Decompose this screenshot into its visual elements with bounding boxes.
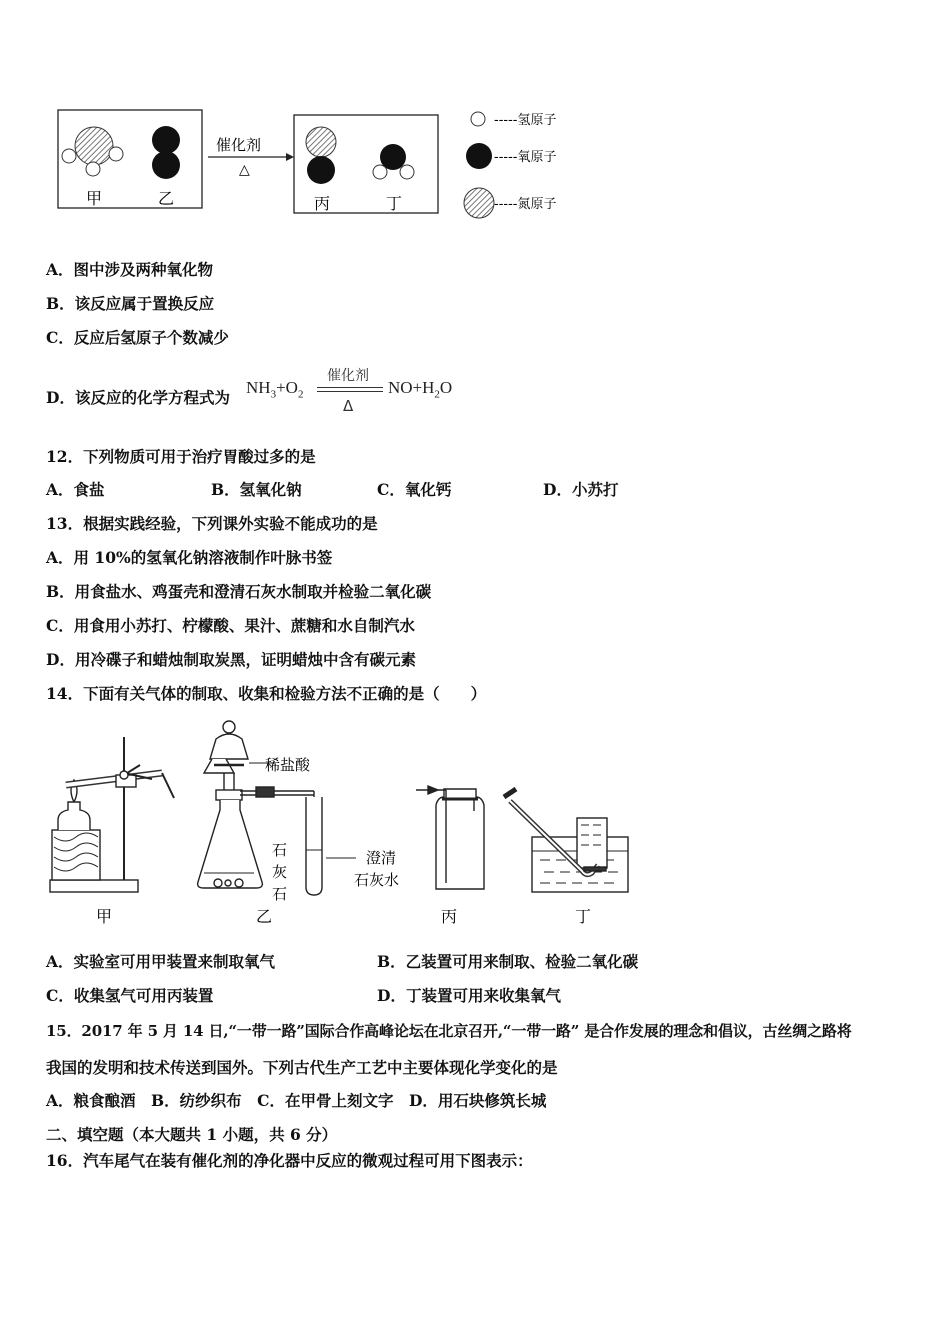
- oxygen-atom: [152, 126, 180, 154]
- eq-products: NO+H: [388, 378, 435, 397]
- fig-label-bing: 丙: [441, 907, 458, 926]
- q11-option-b: B．该反应属于置换反应: [46, 294, 215, 313]
- q14-option-a: A．实验室可用甲装置来制取氧气: [46, 952, 276, 971]
- label-limewater-2: 石灰水: [354, 871, 400, 889]
- q11-option-d: D．该反应的化学方程式为: [46, 388, 230, 407]
- q13-option-a: A．用 10%的氢氧化钠溶液制作叶脉书签: [46, 548, 333, 567]
- hydrogen-atom: [373, 165, 387, 179]
- apparatus-diagram: [44, 715, 644, 930]
- label-ding: 丁: [386, 194, 403, 213]
- q15-stem-line2: 我国的发明和技术传送到国外。下列古代生产工艺中主要体现化学变化的是: [46, 1058, 558, 1077]
- label-limestone-1: 石: [272, 841, 288, 859]
- legend-nitrogen-icon: [464, 188, 494, 218]
- eq-heat: Δ: [343, 397, 354, 415]
- nitrogen-atom: [75, 127, 113, 165]
- label-yi: 乙: [158, 189, 175, 208]
- q15-options: A．粮食酿酒 B．纺纱织布 C．在甲骨上刻文字 D．用石块修筑长城: [46, 1091, 547, 1110]
- eq-nh3: NH: [246, 378, 271, 397]
- label-jia: 甲: [86, 189, 103, 208]
- q13-stem: 13．根据实践经验，下列课外实验不能成功的是: [46, 514, 378, 533]
- reaction-diagram: [50, 100, 580, 230]
- arrow-catalyst-label: 催化剂: [216, 136, 262, 154]
- eq-o2: +O: [276, 378, 298, 397]
- q12-option-a: A．食盐: [46, 480, 105, 499]
- legend-hydrogen-icon: [471, 112, 485, 126]
- fig-label-yi: 乙: [256, 907, 273, 926]
- q12-option-c: C．氧化钙: [377, 480, 452, 499]
- q13-option-b: B．用食盐水、鸡蛋壳和澄清石灰水制取并检验二氧化碳: [46, 582, 432, 601]
- q14-option-d: D．丁装置可用来收集氧气: [377, 986, 561, 1005]
- q14-stem: 14．下面有关气体的制取、收集和检验方法不正确的是（ ）: [46, 684, 487, 703]
- legend-oxygen-icon: [466, 143, 492, 169]
- apparatus-bing: [416, 786, 484, 889]
- label-limestone-3: 石: [272, 885, 288, 903]
- apparatus-jia: [50, 737, 174, 892]
- q13-option-d: D．用冷碟子和蜡烛制取炭黑，证明蜡烛中含有碳元素: [46, 650, 416, 669]
- q12-option-d: D．小苏打: [543, 480, 619, 499]
- label-bing: 丙: [314, 194, 331, 213]
- hydrogen-atom: [62, 149, 76, 163]
- label-limewater-1: 澄清: [366, 849, 397, 867]
- q15-stem-line1: 15．2017 年 5 月 14 日,“一带一路”国际合作高峰论坛在北京召开,“一带一路” 是合作发展的理念和倡议，古丝绸之路将: [46, 1022, 852, 1040]
- section-title: 二、填空题（本大题共 1 小题，共 6 分）: [46, 1125, 338, 1144]
- q11-option-c: C．反应后氢原子个数减少: [46, 328, 229, 347]
- q16-stem: 16．汽车尾气在装有催化剂的净化器中反应的微观过程可用下图表示：: [46, 1151, 533, 1170]
- label-acid: 稀盐酸: [265, 756, 311, 774]
- eq-catalyst: 催化剂: [327, 368, 369, 384]
- legend-hydrogen-label: -----氢原子: [494, 113, 557, 128]
- q14-option-b: B．乙装置可用来制取、检验二氧化碳: [377, 952, 639, 971]
- hydrogen-atom: [400, 165, 414, 179]
- hydrogen-atom: [109, 147, 123, 161]
- q11-option-a: A．图中涉及两种氧化物: [46, 260, 214, 279]
- apparatus-ding: [504, 789, 628, 892]
- label-limestone-2: 灰: [272, 863, 288, 881]
- q12-stem: 12．下列物质可用于治疗胃酸过多的是: [46, 447, 316, 466]
- q12-option-b: B．氢氧化钠: [211, 480, 302, 499]
- fig-label-ding: 丁: [575, 907, 592, 926]
- nitrogen-atom: [306, 127, 336, 157]
- hydrogen-atom: [86, 162, 100, 176]
- q13-option-c: C．用食用小苏打、柠檬酸、果汁、蔗糖和水自制汽水: [46, 616, 415, 635]
- fig-label-jia: 甲: [96, 907, 113, 926]
- oxygen-atom: [152, 151, 180, 179]
- oxygen-atom: [307, 156, 335, 184]
- arrow-heat-label: △: [239, 162, 250, 178]
- legend-oxygen-label: -----氧原子: [494, 150, 557, 165]
- legend-nitrogen-label: -----氮原子: [494, 197, 557, 212]
- q14-option-c: C．收集氢气可用丙装置: [46, 986, 214, 1005]
